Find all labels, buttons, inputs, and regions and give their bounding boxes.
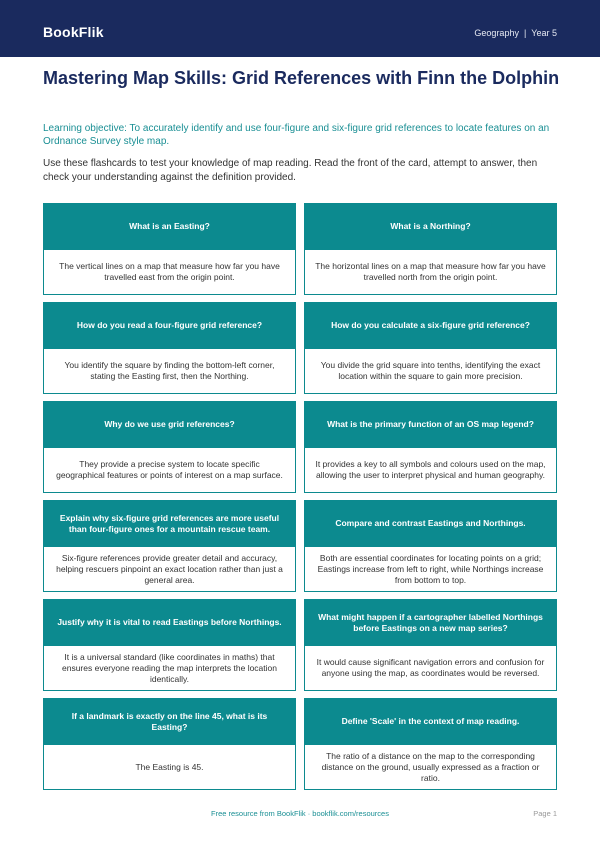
flashcard-question: What might happen if a cartographer labelled Northings before Eastings on a new map series?: [305, 599, 556, 646]
flashcard: [304, 302, 557, 394]
year-label: Year 5: [531, 28, 557, 38]
intro-text: Use these flashcards to test your knowledge of map reading. Read the front of the card, attempt to answer, then check your understanding against the definition provided.: [43, 158, 538, 183]
flashcard-answer: It is a universal standard (like coordinates in maths) that ensures everyone reading the map interprets the location identically.: [62, 651, 277, 684]
header-meta: [474, 28, 557, 38]
flashcard-answer: You divide the grid square into tenths, identifying the exact location within the square to gain more precision.: [320, 360, 541, 381]
flashcard: [43, 203, 296, 295]
flashcard-answer: It provides a key to all symbols and colours used on the map, allowing the user to interpret physical and human geography.: [315, 459, 546, 480]
flashcard: [304, 401, 557, 493]
flashcard: [304, 203, 557, 295]
flashcard: [304, 698, 557, 790]
subject-label: Geography: [474, 28, 519, 38]
flashcard: [43, 698, 296, 790]
flashcard-question: Define 'Scale' in the context of map reading.: [305, 698, 556, 745]
flashcard: [43, 500, 296, 592]
page-header: [0, 0, 600, 57]
flashcard: [43, 401, 296, 493]
flashcard-answer: The horizontal lines on a map that measure how far you have travelled north from the origin point.: [315, 261, 546, 282]
footer-resource-link[interactable]: Free resource from BookFlik · bookflik.com/resources: [211, 809, 389, 818]
flashcard-question: What is an Easting?: [44, 203, 295, 250]
flashcard-question: What is the primary function of an OS map legend?: [305, 401, 556, 448]
learning-objective: Learning objective: To accurately identify and use four-figure and six-figure grid references to locate features on an Ordnance Survey style map.: [43, 123, 550, 147]
flashcard-question: What is a Northing?: [305, 203, 556, 250]
flashcard-question: Explain why six-figure grid references are more useful than four-figure ones for a mountain rescue team.: [44, 500, 295, 547]
flashcard: [43, 599, 296, 691]
flashcard-question: If a landmark is exactly on the line 45, what is its Easting?: [44, 698, 295, 745]
flashcard-grid: [43, 203, 557, 790]
flashcard-question: Compare and contrast Eastings and Northings.: [305, 500, 556, 547]
page-title: Mastering Map Skills: Grid References with Finn the Dolphin: [43, 68, 560, 88]
flashcard-answer: The Easting is 45.: [135, 761, 204, 772]
flashcard-question: How do you read a four-figure grid reference?: [44, 302, 295, 349]
page-number: Page 1: [533, 809, 557, 818]
flashcard-answer: The vertical lines on a map that measure how far you have travelled east from the origin point.: [59, 261, 280, 282]
flashcard-answer: The ratio of a distance on the map to the corresponding distance on the ground, usually expressed as a fraction or ratio.: [321, 750, 540, 783]
separator: |: [523, 28, 527, 38]
flashcard-question: Justify why it is vital to read Eastings before Northings.: [44, 599, 295, 646]
flashcard-answer: Both are essential coordinates for locating points on a grid; Eastings increase from left to right, while Northings increase from bottom to top.: [317, 552, 544, 585]
flashcard-answer: Six-figure references provide greater detail and accuracy, helping rescuers pinpoint an exact location rather than just a general area.: [56, 552, 283, 585]
flashcard-answer: It would cause significant navigation errors and confusion for anyone using the map, as coordinates would be reversed.: [316, 657, 545, 678]
flashcard-answer: They provide a precise system to locate specific geographical features or points of interest on a map surface.: [56, 459, 283, 480]
brand-logo[interactable]: BookFlik: [43, 24, 104, 40]
flashcard-question: Why do we use grid references?: [44, 401, 295, 448]
flashcard: [304, 599, 557, 691]
flashcard: [304, 500, 557, 592]
flashcard-answer: You identify the square by finding the bottom-left corner, stating the Easting first, then the Northing.: [64, 360, 275, 381]
flashcard-question: How do you calculate a six-figure grid reference?: [305, 302, 556, 349]
flashcard: [43, 302, 296, 394]
